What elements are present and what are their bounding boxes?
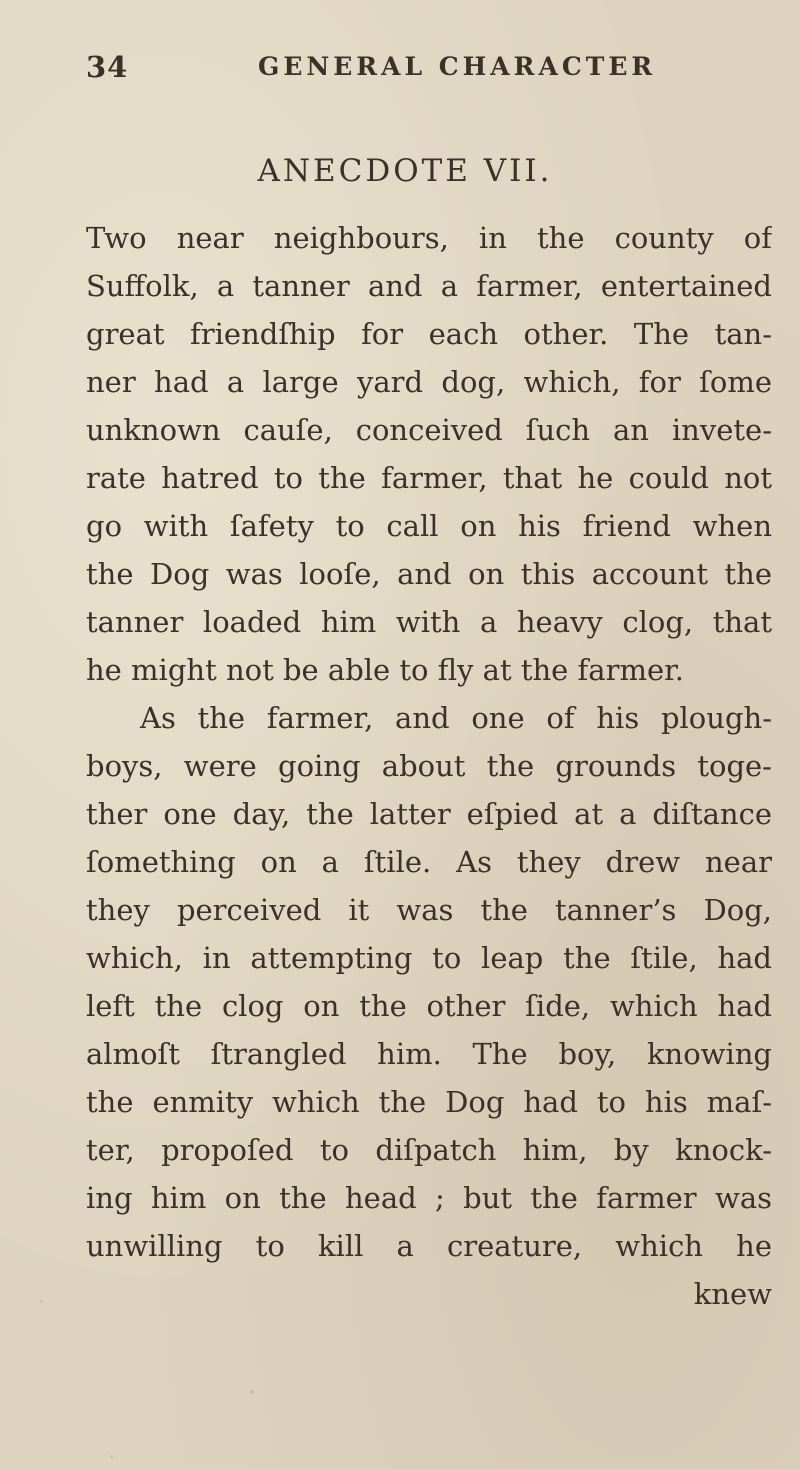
text-line: boys, were going about the grounds toge- (86, 749, 772, 783)
running-head (0, 50, 800, 90)
text-line: Suffolk, a tanner and a farmer, entertained (86, 269, 772, 303)
text-line: ter, propoſed to diſpatch him, by knock- (86, 1133, 772, 1167)
text-line: unwilling to kill a creature, which he (86, 1229, 772, 1263)
text-line: rate hatred to the farmer, that he could not (86, 461, 772, 495)
paper-blemish (250, 1390, 254, 1394)
text-line: go with ſafety to call on his friend when (86, 509, 772, 543)
paper-blemish (40, 1300, 43, 1303)
text-line: almoſt ſtrangled him. The boy, knowing (86, 1037, 772, 1071)
anecdote-heading: ANECDOTE VII. (257, 153, 553, 189)
running-title: GENERAL CHARACTER (258, 52, 657, 81)
body-text (86, 214, 772, 1318)
text-line: tanner loaded him with a heavy clog, that (86, 605, 772, 639)
text-line-paragraph-start: As the farmer, and one of his plough- (140, 701, 772, 735)
text-line: ing him on the head ; but the farmer was (86, 1181, 772, 1215)
text-line: unknown cauſe, conceived ſuch an invete- (86, 413, 772, 447)
text-line: he might not be able to fly at the farmer. (86, 653, 684, 687)
text-line: Two near neighbours, in the county of (86, 221, 772, 255)
text-line: the enmity which the Dog had to his maſ- (86, 1085, 772, 1119)
text-line: the Dog was looſe, and on this account the (86, 557, 772, 591)
text-line: left the clog on the other ſide, which had (86, 989, 772, 1023)
text-line: great friendſhip for each other. The tan- (86, 317, 772, 351)
paper-blemish (110, 1455, 113, 1458)
text-line: which, in attempting to leap the ſtile, had (86, 941, 772, 975)
text-line: they perceived it was the tanner’s Dog, (86, 893, 772, 927)
catchword: knew (693, 1277, 772, 1311)
text-line: ner had a large yard dog, which, for ſome (86, 365, 772, 399)
page-number: 34 (86, 50, 129, 84)
text-line: ſomething on a ſtile. As they drew near (86, 845, 772, 879)
text-line: ther one day, the latter eſpied at a diſtance (86, 797, 772, 831)
